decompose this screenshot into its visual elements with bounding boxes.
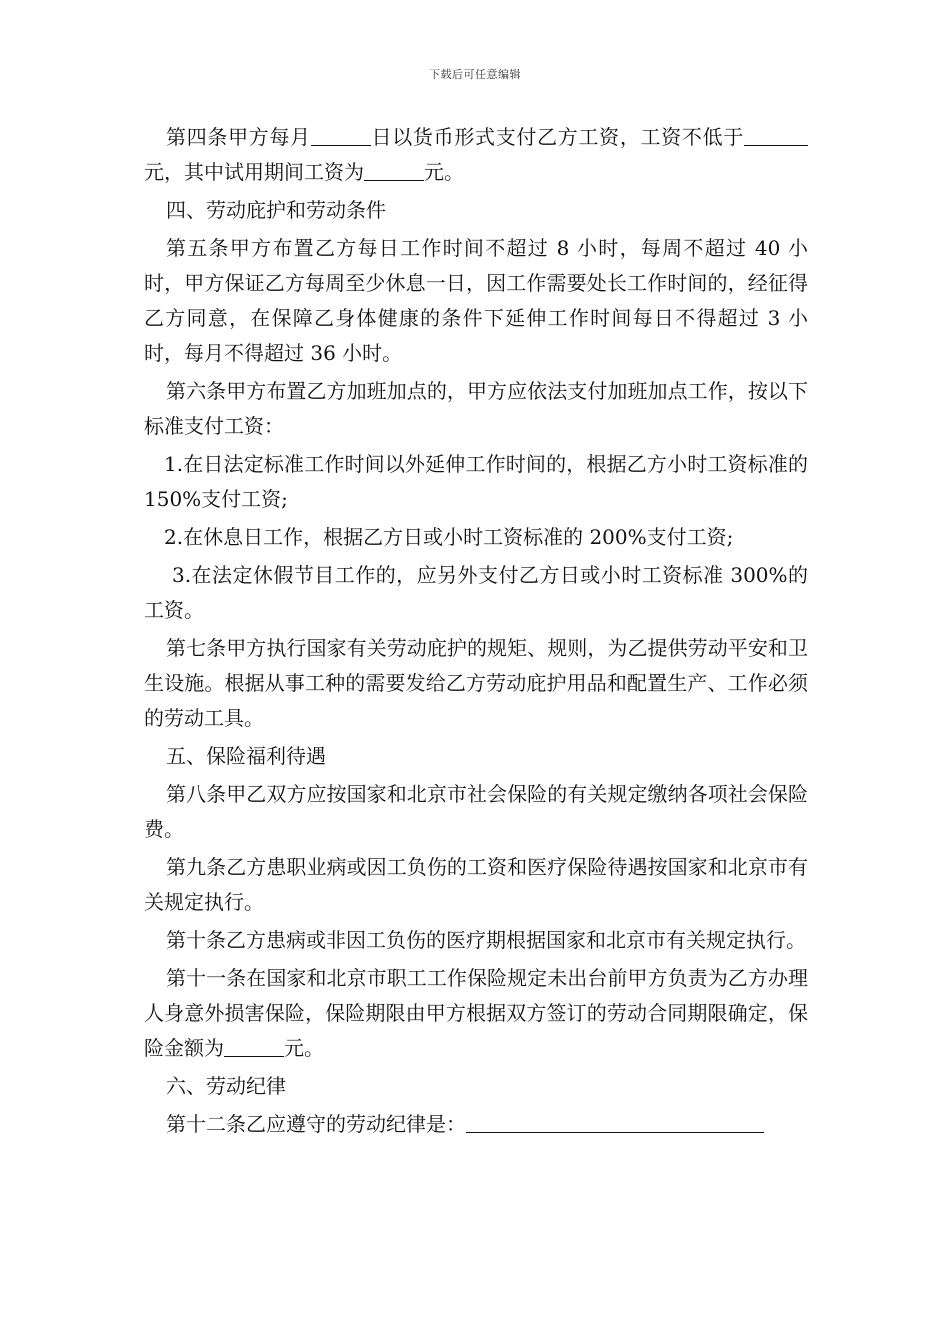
paragraph-article-5: 第五条甲方布置乙方每日工作时间不超过 8 小时，每周不超过 40 小时，甲方保证乙方每周至少休息一日，因工作需要处长工作时间的，经征得乙方同意，在保障乙身体健康的条件下延伸工作时间每日不得超过 3 小时，每月不得超过 36 小时。 — [144, 236, 808, 365]
paragraph-article-9: 第九条乙方患职业病或因工负伤的工资和医疗保险待遇按国家和北京市有关规定执行。 — [144, 855, 808, 914]
article-4-text-d: 元。 — [424, 160, 464, 184]
paragraph-article-10: 第十条乙方患病或非因工负伤的医疗期根据国家和北京市有关规定执行。 — [166, 928, 806, 952]
paragraph-article-11 — [144, 961, 808, 1066]
section-heading-labor-protection: 四、劳动庇护和劳动条件 — [166, 198, 386, 222]
blank-insurance-amount[interactable] — [224, 1034, 284, 1057]
blank-min-wage-part1[interactable] — [744, 123, 758, 146]
article-4-text-b: 日以货币形式支付乙方工资，工资不低于 — [370, 125, 745, 149]
article-11-text-a: 第十一条在国家和北京市职工工作保险规定未出台前甲方负责为乙方办理人身意外损害保险，保险期限由甲方根据双方签订的劳动合同期限确定，保险金额为 — [144, 966, 808, 1060]
section-heading-discipline: 六、劳动纪律 — [166, 1074, 286, 1098]
paragraph-article-6: 第六条甲方布置乙方加班加点的，甲方应依法支付加班加点工作，按以下标准支付工资： — [144, 379, 808, 438]
article-4-text-c: 元，其中试用期间工资为 — [144, 160, 364, 184]
document-body — [144, 120, 808, 1145]
article-11-text-b: 元。 — [284, 1036, 324, 1060]
blank-min-wage-part2[interactable] — [758, 123, 808, 146]
article-12-text-a: 第十二条乙应遵守的劳动纪律是： — [166, 1112, 466, 1136]
list-item-1: 1.在日法定标准工作时间以外延伸工作时间的，根据乙方小时工资标准的 150%支付工资; — [144, 452, 808, 511]
list-item-3: 3.在法定休假节目工作的，应另外支付乙方日或小时工资标准 300%的工资。 — [144, 563, 808, 622]
blank-discipline[interactable] — [466, 1110, 764, 1133]
paragraph-article-12 — [144, 1107, 808, 1142]
blank-pay-day[interactable] — [311, 123, 371, 146]
list-item-2: 2.在休息日工作，根据乙方日或小时工资标准的 200%支付工资; — [164, 525, 734, 549]
page-header: 下载后可任意编辑 — [429, 68, 521, 81]
paragraph-article-8: 第八条甲乙双方应按国家和北京市社会保险的有关规定缴纳各项社会保险费。 — [144, 782, 808, 841]
paragraph-article-7: 第七条甲方执行国家有关劳动庇护的规矩、规则，为乙提供劳动平安和卫生设施。根据从事工种的需要发给乙方劳动庇护用品和配置生产、工作必须的劳动工具。 — [144, 636, 808, 730]
blank-probation-wage[interactable] — [364, 158, 424, 181]
paragraph-article-4 — [144, 120, 808, 190]
section-heading-insurance: 五、保险福利待遇 — [166, 744, 326, 768]
article-4-text-a: 第四条甲方每月 — [166, 125, 311, 149]
